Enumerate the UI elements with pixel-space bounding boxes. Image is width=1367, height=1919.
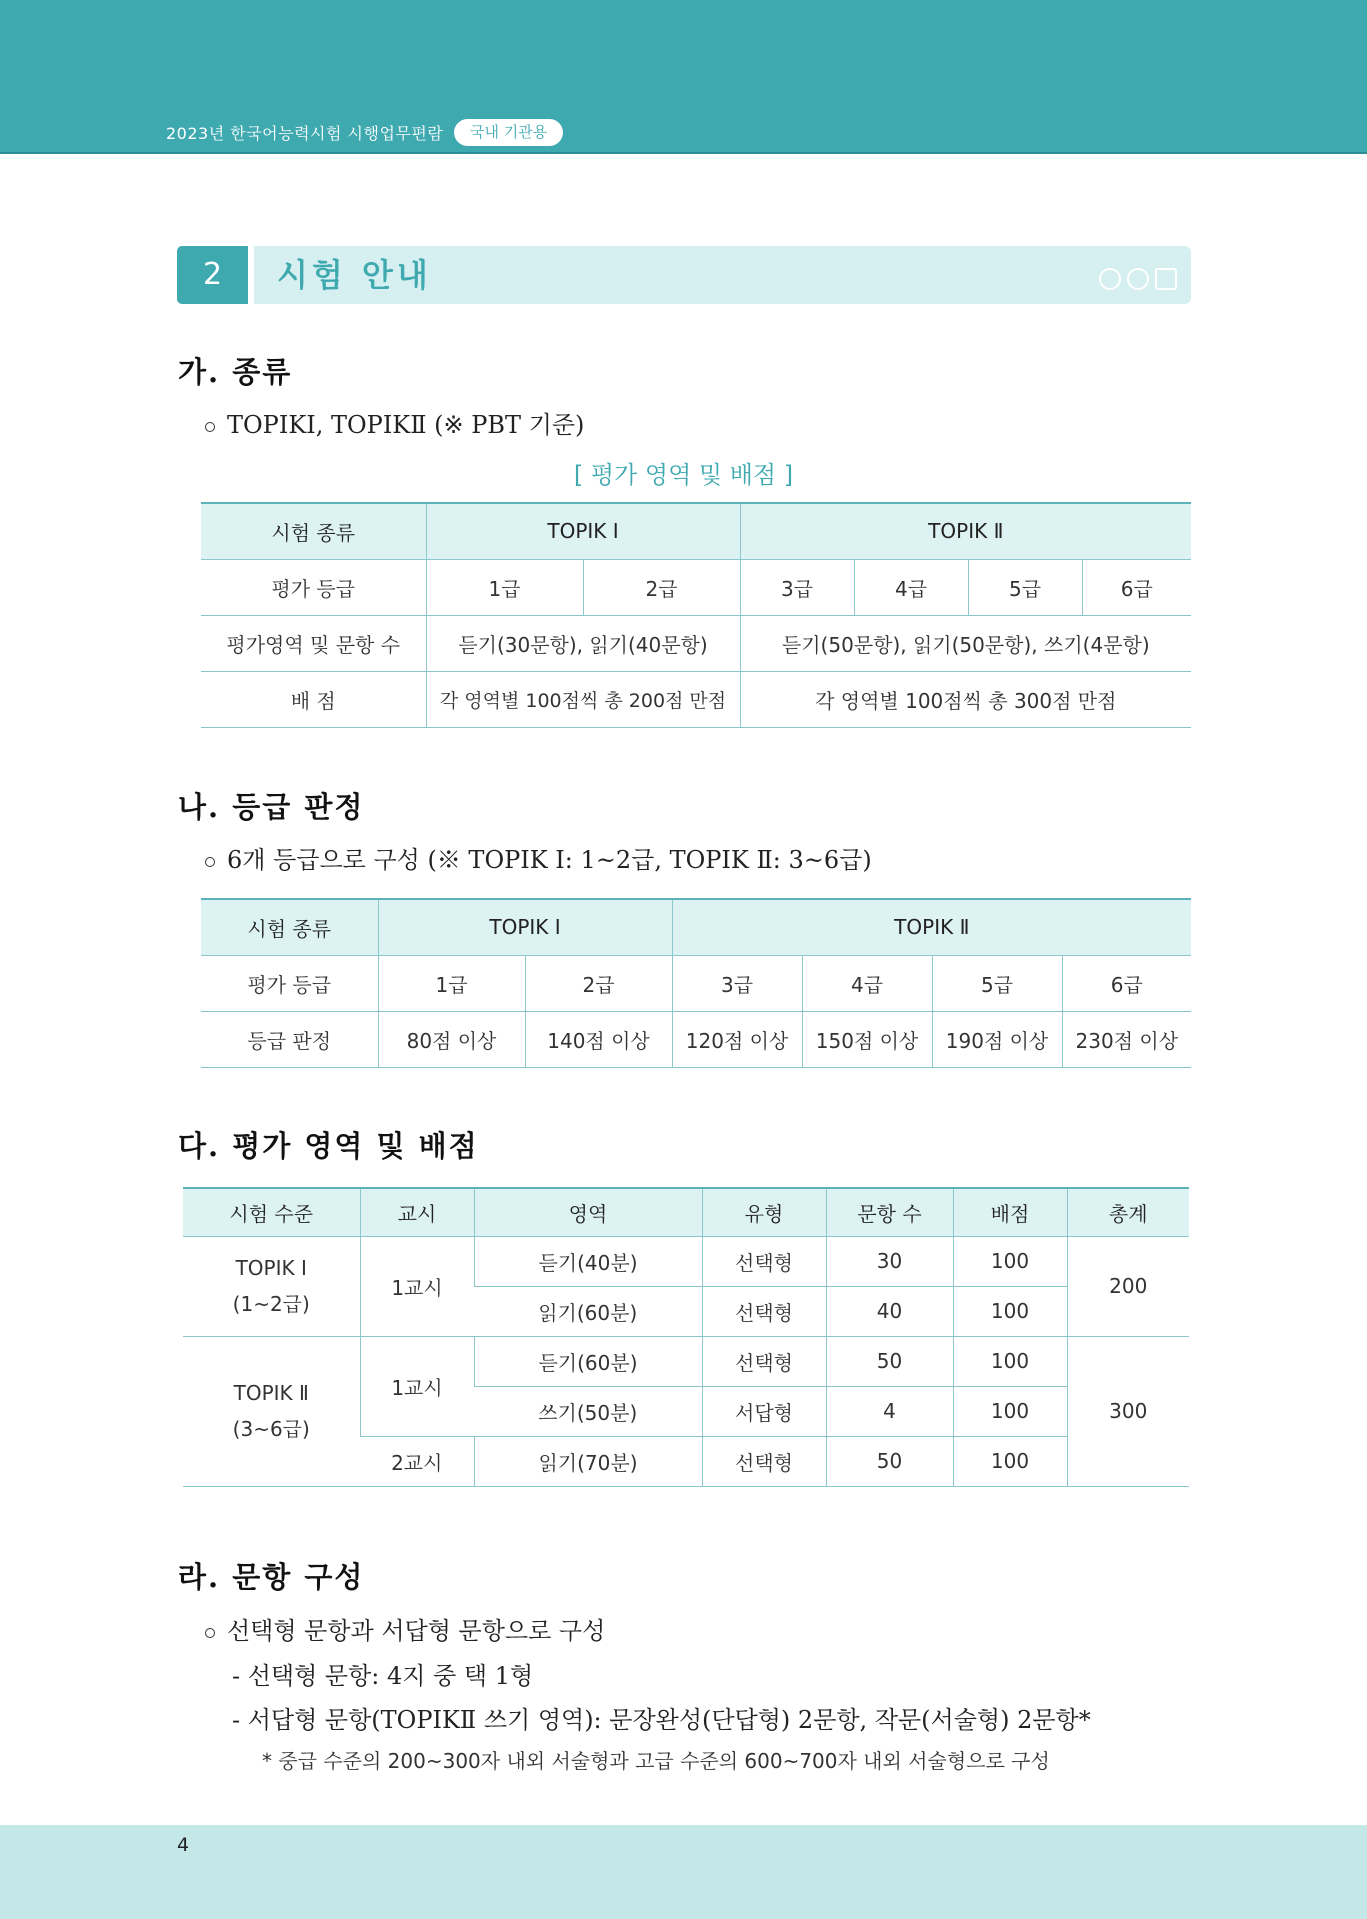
table-row — [201, 615, 1191, 671]
table-header-cell: TOPIK Ⅰ — [378, 899, 672, 955]
globe-icon — [1127, 268, 1149, 290]
evaluation-table — [201, 502, 1191, 728]
grade-table — [201, 898, 1191, 1068]
table-cell: 100 — [953, 1336, 1067, 1386]
table-header-cell: 교시 — [360, 1188, 474, 1236]
table-cell: 등급 판정 — [201, 1011, 378, 1067]
circle-bullet-icon — [205, 422, 215, 432]
table-cell — [183, 1236, 360, 1336]
table-cell: 4급 — [802, 955, 932, 1011]
table-cell: 2교시 — [360, 1436, 474, 1486]
table-cell: 30 — [826, 1236, 953, 1286]
table-row — [183, 1236, 1189, 1286]
table-cell: 1급 — [378, 955, 525, 1011]
table-cell: 50 — [826, 1436, 953, 1486]
footer-band — [0, 1825, 1367, 1919]
table-header-cell: 문항 수 — [826, 1188, 953, 1236]
table-cell: 듣기(60분) — [474, 1336, 702, 1386]
document-title: 2023년 한국어능력시험 시행업무편람 — [166, 124, 444, 143]
table-cell: 읽기(60분) — [474, 1286, 702, 1336]
table-cell: 선택형 — [702, 1236, 826, 1286]
table-cell: 듣기(40분) — [474, 1236, 702, 1286]
table-cell: 120점 이상 — [672, 1011, 802, 1067]
part-b-bullet — [205, 840, 872, 875]
table-cell: 2급 — [583, 559, 740, 615]
table-header-cell: TOPIK Ⅱ — [672, 899, 1191, 955]
part-d-bullet — [205, 1611, 605, 1646]
table-header-cell: TOPIK Ⅰ — [426, 503, 740, 559]
part-b-bullet-text: 6개 등급으로 구성 (※ TOPIK Ⅰ: 1~2급, TOPIK Ⅱ: 3~6급) — [227, 846, 872, 874]
table-cell: 6급 — [1062, 955, 1191, 1011]
level-range: (3~6급) — [232, 1417, 310, 1441]
table-header-cell: 유형 — [702, 1188, 826, 1236]
level-label: TOPIK Ⅱ — [233, 1381, 309, 1405]
table-cell: 선택형 — [702, 1336, 826, 1386]
table-cell: 5급 — [968, 559, 1082, 615]
table-cell: 100 — [953, 1286, 1067, 1336]
table-row — [201, 1011, 1191, 1067]
table-cell: 190점 이상 — [932, 1011, 1062, 1067]
table-header-cell: 시험 종류 — [201, 899, 378, 955]
part-c-heading: 다. 평가 영역 및 배점 — [178, 1129, 479, 1163]
lightbulb-icon — [1099, 268, 1121, 290]
table-row — [183, 1336, 1189, 1386]
table-cell: 50 — [826, 1336, 953, 1386]
table-row — [201, 899, 1191, 955]
table-cell: 선택형 — [702, 1286, 826, 1336]
header-divider — [0, 152, 1367, 154]
level-range: (1~2급) — [232, 1292, 310, 1316]
table-cell: 듣기(50문항), 읽기(50문항), 쓰기(4문항) — [740, 615, 1191, 671]
table-cell: 200 — [1067, 1236, 1189, 1336]
table-cell: 150점 이상 — [802, 1011, 932, 1067]
table-cell: 100 — [953, 1236, 1067, 1286]
table-row — [201, 559, 1191, 615]
section-score-table — [183, 1187, 1189, 1487]
table-cell: 서답형 — [702, 1386, 826, 1436]
table-cell: 1급 — [426, 559, 583, 615]
table-cell: 2급 — [525, 955, 672, 1011]
section-title: 시험 안내 — [277, 256, 432, 294]
document-icon — [1155, 268, 1177, 290]
table-header-cell: 배점 — [953, 1188, 1067, 1236]
table-cell: 평가 등급 — [201, 955, 378, 1011]
table-cell: 선택형 — [702, 1436, 826, 1486]
table-cell: 100 — [953, 1386, 1067, 1436]
table-header-cell: 시험 종류 — [201, 503, 426, 559]
table-header-cell: TOPIK Ⅱ — [740, 503, 1191, 559]
table-header-cell: 시험 수준 — [183, 1188, 360, 1236]
table-cell: 각 영역별 100점씩 총 300점 만점 — [740, 671, 1191, 727]
table-cell: 읽기(70분) — [474, 1436, 702, 1486]
table-cell: 배 점 — [201, 671, 426, 727]
table-cell: 6급 — [1082, 559, 1191, 615]
table-row — [201, 955, 1191, 1011]
table-cell: 평가 등급 — [201, 559, 426, 615]
table-row — [183, 1188, 1189, 1236]
table-header-cell: 영역 — [474, 1188, 702, 1236]
table-cell: 140점 이상 — [525, 1011, 672, 1067]
part-d-heading: 라. 문항 구성 — [178, 1560, 365, 1594]
part-a-table-caption: [ 평가 영역 및 배점 ] — [573, 461, 794, 489]
table-cell: 4 — [826, 1386, 953, 1436]
table-cell: 3급 — [672, 955, 802, 1011]
table-cell: 쓰기(50분) — [474, 1386, 702, 1436]
part-d-sub-item: - 선택형 문항: 4지 중 택 1형 — [232, 1662, 534, 1690]
table-header-cell: 총계 — [1067, 1188, 1189, 1236]
table-cell: 1교시 — [360, 1336, 474, 1436]
table-cell: 듣기(30문항), 읽기(40문항) — [426, 615, 740, 671]
part-a-bullet — [205, 405, 584, 440]
part-a-bullet-text: TOPIKⅠ, TOPIKⅡ (※ PBT 기준) — [227, 411, 585, 439]
table-cell: 3급 — [740, 559, 854, 615]
table-cell: 4급 — [854, 559, 968, 615]
table-cell: 평가영역 및 문항 수 — [201, 615, 426, 671]
section-icons — [1099, 268, 1177, 290]
table-cell: 각 영역별 100점씩 총 200점 만점 — [426, 671, 740, 727]
part-d-sub-item: - 서답형 문항(TOPIKⅡ 쓰기 영역): 문장완성(단답형) 2문항, 작문(서술형) 2문항* — [232, 1706, 1091, 1734]
part-d-footnote: * 중급 수준의 200~300자 내외 서술형과 고급 수준의 600~700자 내외 서술형으로 구성 — [262, 1749, 1050, 1773]
table-cell: 230점 이상 — [1062, 1011, 1191, 1067]
section-heading-bar — [177, 246, 1191, 304]
table-cell: 300 — [1067, 1336, 1189, 1486]
part-a-heading: 가. 종류 — [178, 355, 293, 389]
part-d-bullet-text: 선택형 문항과 서답형 문항으로 구성 — [227, 1617, 606, 1645]
circle-bullet-icon — [205, 1628, 215, 1638]
table-row — [201, 671, 1191, 727]
table-row — [201, 503, 1191, 559]
table-cell: 40 — [826, 1286, 953, 1336]
section-number: 2 — [177, 246, 248, 304]
table-cell: 5급 — [932, 955, 1062, 1011]
level-label: TOPIK Ⅰ — [235, 1256, 307, 1280]
circle-bullet-icon — [205, 857, 215, 867]
table-cell: 100 — [953, 1436, 1067, 1486]
part-b-heading: 나. 등급 판정 — [178, 790, 365, 824]
table-cell: 1교시 — [360, 1236, 474, 1336]
table-cell — [183, 1336, 360, 1486]
audience-badge: 국내 기관용 — [454, 119, 563, 146]
page-number: 4 — [177, 1834, 190, 1856]
table-cell: 80점 이상 — [378, 1011, 525, 1067]
